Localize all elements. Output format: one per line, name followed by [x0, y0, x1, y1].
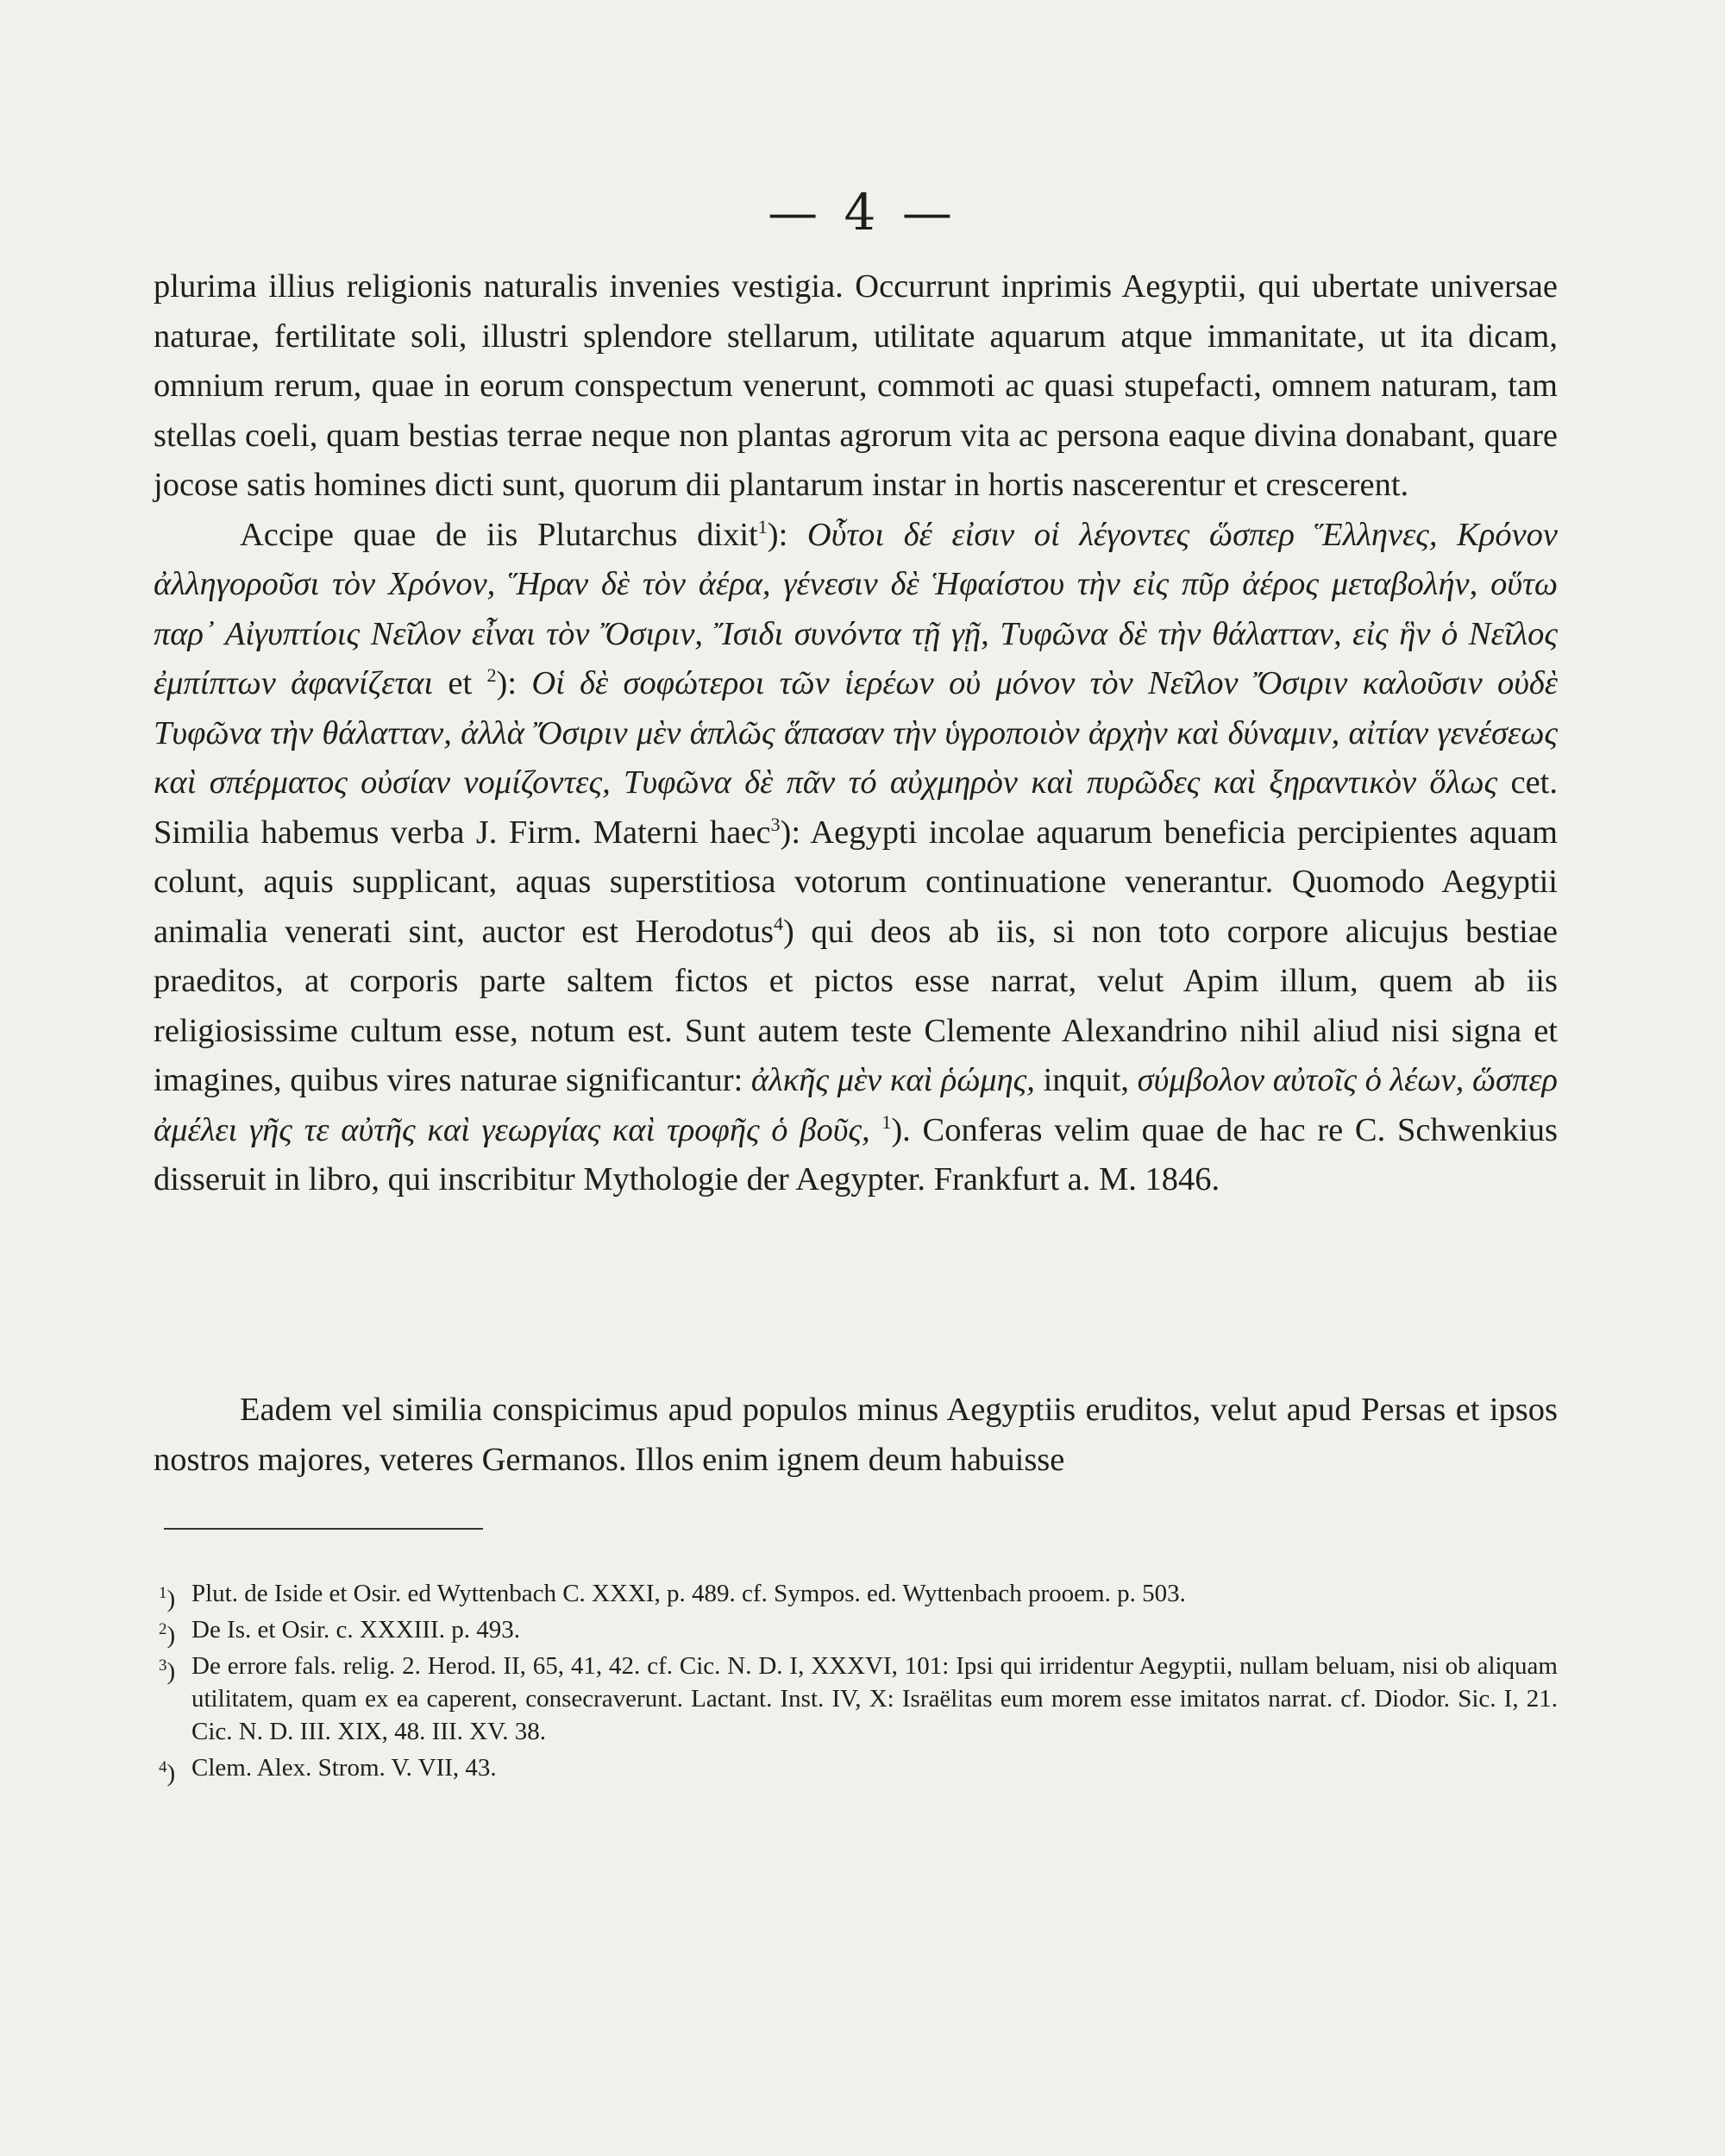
footnote-4 — [154, 1751, 1558, 1788]
space — [870, 1112, 882, 1148]
text-f: ) qui deos ab iis, si non toto corpore alicujus bestiae praeditos, at corporis parte saltem fictos et pictos esse narrat, velut Apim illum, quem ab iis religiosissime cultum esse, notum est. Sunt autem teste Clemente Alexandrino nihil aliud nisi signa et imagines, quibus vires naturae significantur: — [154, 913, 1558, 1098]
footnote-mark: $^1$) — [159, 1584, 176, 1613]
footnote-ref-4: 4 — [773, 912, 783, 934]
footnote-2 — [154, 1613, 1558, 1650]
punct: ): — [496, 665, 532, 701]
punct: ): — [767, 516, 807, 553]
footnote-ref-1b: 1 — [881, 1110, 892, 1133]
paragraph-1-text-a: plurima illius religionis naturalis invenies vestigia. Occurrunt inprimis Aegyptii, qui ubertate universae naturae, fertilitate soli, illustri splendore stellarum, utilitate aquarum atque immanitate, ut ita dicam, omnium rerum, quae in eorum conspectum venerunt, commoti ac quasi stupefacti, omnem naturam, tam stellas coeli, quam bestias terrae neque non plantas agrorum vita ac persona eaque divina donabant, quare jocose satis homines dicti sunt, quorum dii plantarum instar in hortis nascerentur et crescerent. — [154, 268, 1558, 503]
footnote-mark: $^2$) — [159, 1620, 176, 1650]
text-e: Aegypti incolae aquarum beneficia percipientes aquam colunt, aquis supplicant, aquas superstitiosa votorum continuatione venerantur. Quomodo Aegyptii animalia venerati sint, auctor est Herodotus — [154, 814, 1558, 950]
page-number: — 4 — — [768, 183, 957, 242]
greek-quote-3: ἀλκῆς μὲν καὶ ῥώμης, — [750, 1062, 1035, 1098]
footnote-text: Clem. Alex. Strom. V. VII, 43. — [191, 1754, 497, 1782]
footnote-text: De errore fals. relig. 2. Herod. II, 65, 41, 42. cf. Cic. N. D. I, XXXVI, 101: Ipsi qui irridentur Aegyptii, nullam beluam, nisi ob aliquam utilitatem, quam ex ea caperent, consecraverunt. Lactant. Inst. IV, X: Israëlitas eum morem esse imitatos narrat. cf. Diodor. Sic. I, 21. Cic. N. D. III. XIX, 48. III. XV. 38. — [191, 1652, 1558, 1745]
greek-quote-2: Οἱ δὲ σοφώτεροι τῶν ἱερέων οὐ μόνον τὸν Νεῖλον Ὄσιριν καλοῦσιν οὐδὲ Τυφῶνα τὴν θάλατταν, ἀλλὰ Ὄσιριν μὲν ἁπλῶς ἅπασαν τὴν ὑγροποιὸν ἀρχὴν καὶ δύναμιν, αἰτίαν γενέσεως καὶ σπέρματος οὐσίαν νομίζοντες, Τυφῶνα δὲ πᾶν τό αὐχμηρὸν καὶ πυρῶδες καὶ ξηραντικὸν ὅλως — [154, 665, 1558, 801]
footnote-1 — [154, 1577, 1558, 1613]
paragraph-1-continuation — [154, 511, 1558, 1205]
footnote-ref-1: 1 — [757, 515, 768, 537]
footnote-mark: $^4$) — [159, 1758, 176, 1788]
greek-quote-1: Οὗτοι δέ εἰσιν οἱ λέγοντες ὥσπερ Ἕλληνες, Κρόνον ἀλληγοροῦσι τὸν Χρόνον, Ἥραν δὲ τὸν ἀέρα, γένεσιν δὲ Ἡφαίστου τὴν εἰς πῦρ ἀέρος μεταβολήν, οὕτω παρ᾽ Αἰγυπτίοις Νεῖλον εἶναι τὸν Ὄσιριν, Ἴσιδι συνόντα τῇ γῇ, Τυφῶνα δὲ τὴν θάλατταν, εἰς ἣν ὁ Νεῖλος ἐμπίπτων ἀφανίζεται — [154, 516, 1559, 701]
plutarch-intro: Accipe quae de iis Plutarchus dixit — [240, 516, 758, 553]
paragraph-1 — [154, 262, 1558, 1205]
punct: ): — [780, 814, 811, 851]
footnote-ref-2: 2 — [486, 664, 497, 687]
footnote-text: De Is. et Osir. c. XXXIII. p. 493. — [191, 1616, 520, 1644]
text-h: inquit, — [1034, 1062, 1138, 1098]
text-c: et — [433, 665, 487, 701]
footnote-mark: $^3$) — [159, 1656, 176, 1686]
text-i: ). Conferas velim quae de hac re C. Schwenkius disseruit in libro, qui inscribitur Mythologie der Aegypter. Frankfurt a. M. 1846. — [154, 1111, 1559, 1197]
greek-quote-4: σύμβολον αὐτοῖς ὁ λέων, ὥσπερ ἀμέλει γῆς τε αὐτῆς καὶ γεωργίας καὶ τροφῆς ὁ βοῦς, — [154, 1062, 1558, 1148]
footnotes — [154, 1577, 1558, 1788]
footnote-text: Plut. de Iside et Osir. ed Wyttenbach C. XXXI, p. 489. cf. Sympos. ed. Wyttenbach prooem. p. 503. — [191, 1580, 1186, 1607]
paragraph-2: Eadem vel similia conspicimus apud populos minus Aegyptiis eruditos, velut apud Persas et ipsos nostros majores, veteres Germanos. Illos enim ignem deum habuisse — [154, 1392, 1558, 1478]
footnote-ref-3: 3 — [770, 813, 781, 835]
text-d: cet. Similia habemus verba J. Firm. Materni haec — [154, 764, 1558, 851]
footnote-3 — [154, 1650, 1558, 1748]
footnote-rule — [164, 1528, 483, 1530]
